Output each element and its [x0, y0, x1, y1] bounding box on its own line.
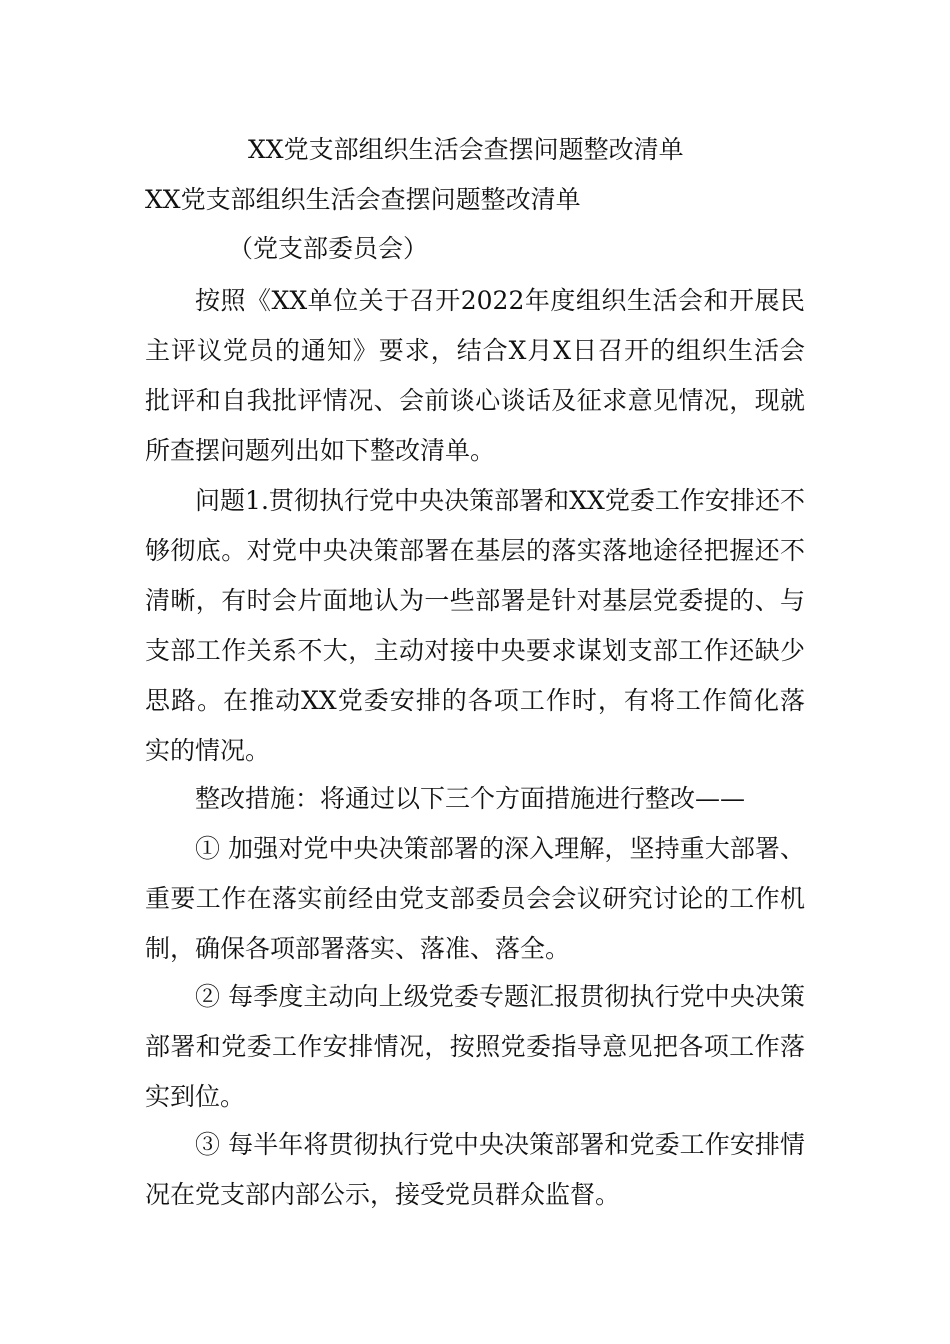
measure-item-1: ① 加强对党中央决策部署的深入理解，坚持重大部署、重要工作在落实前经由党支部委员会会议研究讨论的工作机制，确保各项部署落实、落准、落全。 [145, 834, 805, 963]
committee-label: （党支部委员会） [228, 234, 429, 263]
measure-item-2: ② 每季度主动向上级党委专题汇报贯彻执行党中央决策部署和党委工作安排情况，按照党委指导意见把各项工作落实到位。 [145, 982, 805, 1111]
measures-heading: 整改措施：将通过以下三个方面措施进行整改—— [195, 784, 746, 813]
document-subtitle: XX党支部组织生活会查摆问题整改清单 [145, 185, 581, 214]
measure-item-3: ③ 每半年将贯彻执行党中央决策部署和党委工作安排情况在党支部内部公示，接受党员群众监督。 [145, 1130, 805, 1209]
intro-paragraph: 按照《XX单位关于召开2022年度组织生活会和开展民主评议党员的通知》要求，结合X月X日召开的组织生活会批评和自我批评情况、会前谈心谈话及征求意见情况，现就所查摆问题列出如下整改清单。 [145, 286, 805, 465]
problem-paragraph: 问题1.贯彻执行党中央决策部署和XX党委工作安排还不够彻底。对党中央决策部署在基层的落实落地途径把握还不清晰，有时会片面地认为一些部署是针对基层党委提的、与支部工作关系不大，主动对接中央要求谋划支部工作还缺少思路。在推动XX党委安排的各项工作时，有将工作简化落实的情况。 [145, 486, 805, 765]
document-title: XX党支部组织生活会查摆问题整改清单 [248, 135, 684, 164]
